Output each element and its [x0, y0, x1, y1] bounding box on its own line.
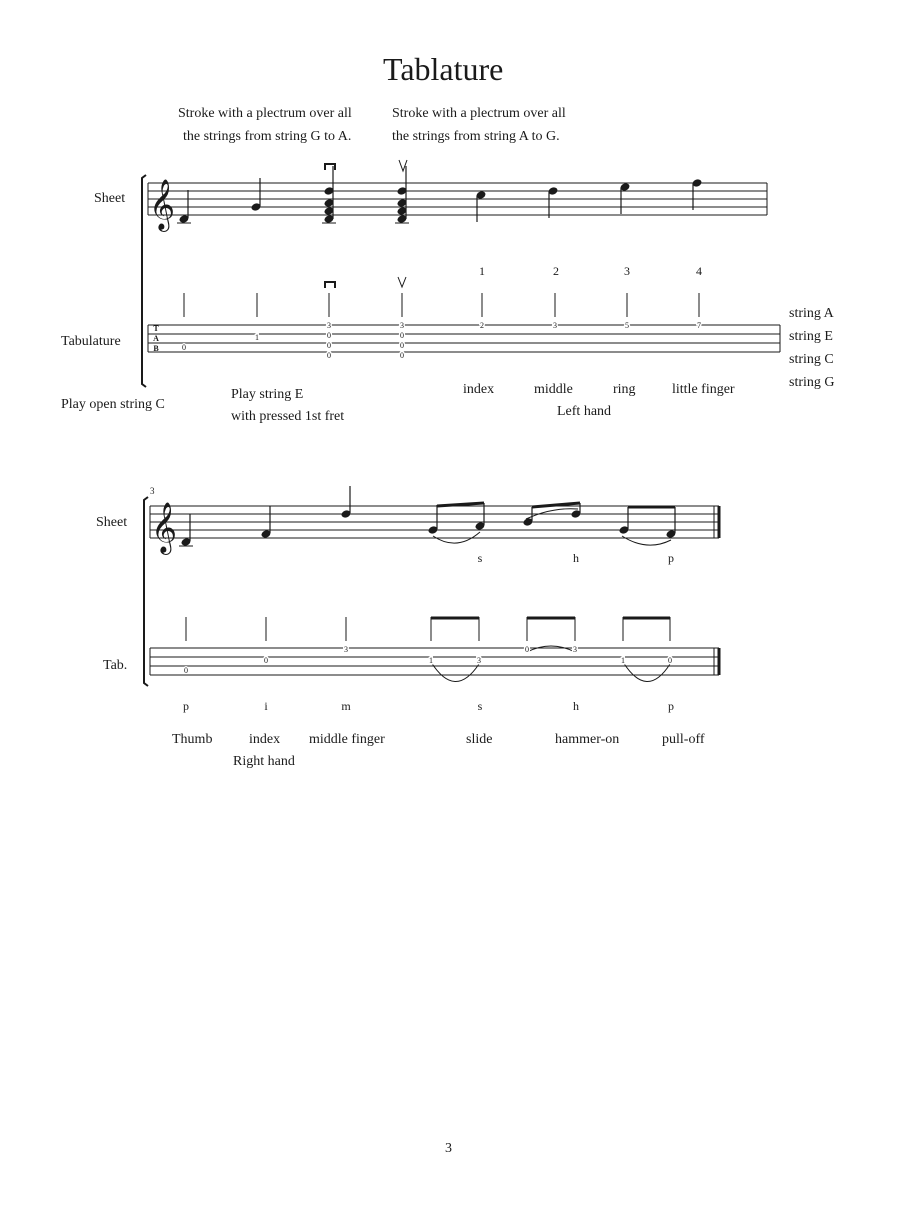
- noteheads-2: [181, 509, 677, 547]
- measure-number: 3: [150, 486, 155, 496]
- right-hand-label: Right hand: [233, 754, 295, 769]
- tab-slurs-2: [431, 646, 670, 682]
- annotation-up-line1: Stroke with a plectrum over all: [392, 106, 566, 121]
- tab-staff-2: [150, 648, 719, 675]
- string-name-e: string E: [789, 329, 833, 344]
- tech-letter-h: h: [573, 699, 579, 713]
- tab-fret: 3: [553, 321, 557, 330]
- tab-fret: 0: [668, 656, 672, 665]
- right-finger-index: index: [249, 732, 281, 747]
- left-finger-ring: ring: [613, 382, 636, 397]
- tab-fret: 1: [429, 656, 433, 665]
- technique-hammer-on: hammer-on: [555, 732, 620, 747]
- label-sheet-1: Sheet: [94, 191, 126, 206]
- treble-clef-icon: 𝄞: [151, 502, 178, 553]
- finger-number: 3: [624, 264, 630, 278]
- left-finger-middle: middle: [534, 382, 573, 397]
- note-open-c: Play open string C: [61, 397, 165, 412]
- tab-fret: 5: [625, 321, 629, 330]
- tab-fret: 3: [400, 321, 404, 330]
- tab-fret: 3: [477, 656, 481, 665]
- noteheads-1: [179, 178, 703, 224]
- staff-2: [150, 506, 719, 538]
- tab-fret: 7: [697, 321, 701, 330]
- tab-fret: 0: [525, 645, 529, 654]
- tab-fret: 0: [327, 351, 331, 360]
- finger-number: 1: [479, 264, 485, 278]
- tab-fret: 3: [573, 645, 577, 654]
- right-letter-m: m: [341, 699, 351, 713]
- up-bow-icon: [398, 277, 406, 287]
- tab-fret: 2: [480, 321, 484, 330]
- tech-letter-p: p: [668, 699, 674, 713]
- tab-frets-1: [182, 321, 701, 360]
- tab-fret: 0: [184, 666, 188, 675]
- tab-fret: 0: [400, 351, 404, 360]
- tab-fret: 0: [182, 343, 186, 352]
- finger-number: 2: [553, 264, 559, 278]
- tab-clef-a: A: [153, 334, 159, 343]
- left-finger-index: index: [463, 382, 495, 397]
- tab-fret: 1: [255, 333, 259, 342]
- right-letter-i: i: [264, 699, 268, 713]
- tab-fret: 0: [400, 331, 404, 340]
- left-finger-little: little finger: [672, 382, 735, 397]
- finger-number: 4: [696, 264, 702, 278]
- system-bracket: [142, 175, 146, 387]
- technique-pull-off: pull-off: [662, 732, 705, 747]
- staff-1: [148, 183, 767, 215]
- label-tab-short: Tab.: [103, 658, 128, 673]
- tech-letter-s: s: [477, 699, 483, 713]
- note-string-e-line2: with pressed 1st fret: [231, 409, 345, 424]
- technique-letter-pull: p: [668, 551, 674, 565]
- right-finger-thumb: Thumb: [172, 732, 213, 747]
- tab-fret: 0: [400, 341, 404, 350]
- tab-fret: 3: [327, 321, 331, 330]
- note-string-e-line1: Play string E: [231, 387, 304, 402]
- tab-stems-1: [184, 293, 699, 317]
- tab-fret: 1: [621, 656, 625, 665]
- tab-frets-2: [184, 645, 672, 675]
- string-name-g: string G: [789, 375, 835, 390]
- annotation-up-line2: the strings from string A to G.: [392, 129, 560, 144]
- tab-stems-2: [186, 617, 670, 641]
- right-finger-middle: middle finger: [309, 732, 385, 747]
- page-title: Tablature: [383, 51, 504, 87]
- tab-fret: 0: [327, 331, 331, 340]
- technique-slide: slide: [466, 732, 493, 747]
- tab-fret: 3: [344, 645, 348, 654]
- tab-fret: 0: [264, 656, 268, 665]
- string-name-a: string A: [789, 306, 834, 321]
- left-hand-label: Left hand: [557, 404, 612, 419]
- right-letter-p: p: [183, 699, 189, 713]
- down-bow-icon: [325, 282, 335, 288]
- annotation-down-line2: the strings from string G to A.: [183, 129, 352, 144]
- tab-clef-t: T: [153, 324, 159, 333]
- page-number: 3: [445, 1141, 452, 1156]
- system-bracket: [144, 497, 148, 686]
- string-name-c: string C: [789, 352, 834, 367]
- tab-staff-1: [148, 325, 780, 352]
- tab-clef: [153, 324, 159, 353]
- stems-1: [188, 166, 693, 222]
- treble-clef-icon: 𝄞: [149, 179, 176, 230]
- technique-letter-slide: s: [477, 551, 483, 565]
- label-sheet-2: Sheet: [96, 515, 128, 530]
- annotation-down-line1: Stroke with a plectrum over all: [178, 106, 352, 121]
- tab-fret: 0: [327, 341, 331, 350]
- technique-letter-hammer: h: [573, 551, 579, 565]
- label-tabulature: Tabulature: [61, 334, 121, 349]
- tab-clef-b: B: [153, 344, 159, 353]
